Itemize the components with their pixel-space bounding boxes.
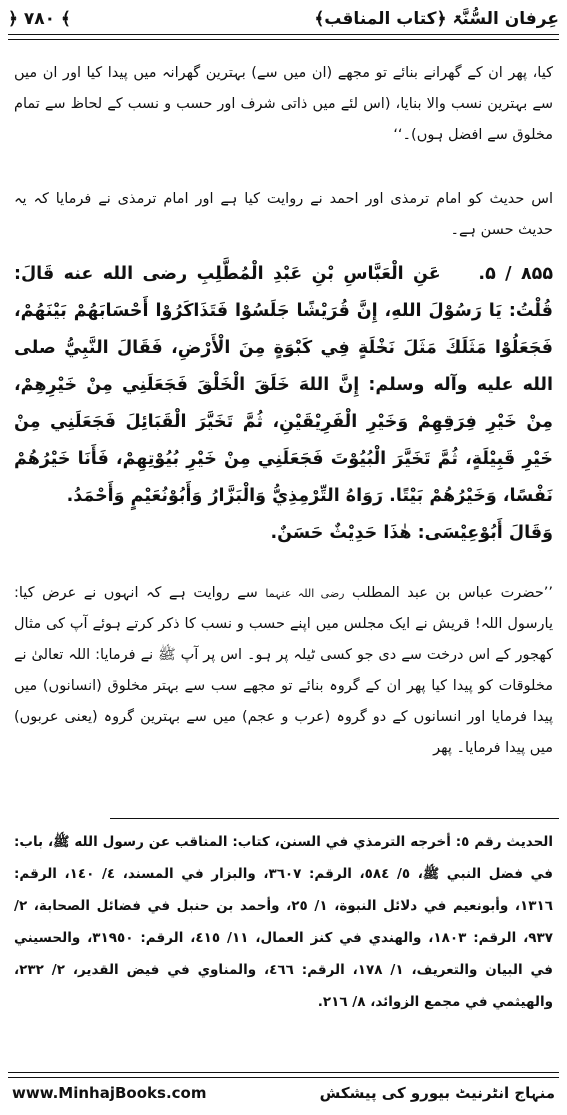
- arabic-hadith-block: [14, 256, 553, 552]
- urdu-translation-paragraph: [14, 578, 553, 764]
- urdu-continuation: کیا، پھر ان کے گھرانے بنائے تو مجھے (ان میں سے) بہترین گھرانہ میں پیدا کیا اور ان میں سے بہترین نسب والا بنایا، (اس لئے میں ذاتی شرف اور حسب و نسب کے لحاظ سے تمام مخلوق سے افضل ہوں)۔‘‘: [14, 65, 553, 143]
- footnote-rule: [110, 818, 559, 819]
- honorific: رضی اللہ عنہما: [265, 587, 345, 600]
- footer-rule: [8, 1072, 559, 1078]
- arabic-hadith-paragraph: [14, 256, 553, 515]
- footnote: الحديث رقم ٥: أخرجه الترمذي في السنن، كتاب: المناقب عن رسول الله ﷺ، باب: في فضل النبي ﷺ، ٥/ ٥٨٤، الرقم: ٣٦٠٧، والبزار في المسند، ٤/ ١٤٠، الرقم: ١٣١٦، وأبونعيم في دلائل النبوة، ١/ ٢٥، وأحمد بن حنبل في فضائل الصحابة، ٢/ ٩٣٧، الرقم: ١٨٠٣، والهندي في كنز العمال، ١١/ ٤١٥، الرقم: ٣١٩٥٠، والحسيني في البيان والتعريف، ١/ ١٧٨، الرقم: ٤٦٦، والمناوي في فيض القدير، ٢/ ٢٣٢، والهيثمي في مجمع الزوائد، ٨/ ٢١٦.: [14, 834, 554, 1010]
- urdu-grading-block: [14, 184, 553, 246]
- arabic-hadith-text: عَنِ الْعَبَّاسِ بْنِ عَبْدِ الْمُطَّلِبِ رضی الله عنه قَالَ: قُلْتُ: يَا رَسُوْلَ اللهِ، إِنَّ قُرَيْشًا جَلَسُوْا فَتَذَاكَرُوْا أَحْسَابَهُمْ بَيْنَهُمْ، فَجَعَلُوْا مَثَلَكَ مَثَلَ نَخْلَةٍ فِي كَبْوَةٍ مِنَ الْأَرْضِ، فَقَالَ النَّبِيُّ صلى الله عليه وآله وسلم: إِنَّ اللهَ خَلَقَ الْخَلْقَ فَجَعَلَنِي مِنْ خَيْرِهِمْ، مِنْ خَيْرِ فِرَقِهِمْ وَخَيْرِ الْفَرِيْقَيْنِ، ثُمَّ تَخَيَّرَ الْقَبَائِلَ فَجَعَلَنِي مِنْ خَيْرِ قَبِيْلَةٍ، ثُمَّ تَخَيَّرَ الْبُيُوْتَ فَجَعَلَنِي مِنْ خَيْرِ بُيُوْتِهِمْ، فَأَنَا خَيْرُهُمْ نَفْسًا، وَخَيْرُهُمْ بَيْتًا. رَوَاهُ التِّرْمِذِيُّ وَالْبَزَّارُ وَأَبُوْنُعَيْمٍ وَأَحْمَدُ.: [14, 264, 553, 506]
- urdu-grading: اس حدیث کو امام ترمذی اور احمد نے روایت کیا ہے اور امام ترمذی نے فرمایا کہ یہ حدیث حسن ہے۔: [14, 191, 553, 238]
- page-number: ﴿ ۷۸۰ ﴾: [8, 9, 71, 29]
- website-link[interactable]: www.MinhajBooks.com: [12, 1084, 207, 1102]
- header-rule: [8, 34, 559, 40]
- urdu-translation-block: [14, 578, 553, 764]
- urdu-translation-opening: ’’حضرت عباس بن عبد المطلب: [351, 585, 554, 601]
- urdu-translation-text: سے روایت ہے کہ انہوں نے عرض کیا: یارسول اللہ! قریش نے ایک مجلس میں اپنے حسب و نسب کا ذکر کرتے ہوئے آپ کی مثال کھجور کے اس درخت سے دی جو کسی ٹیلہ پر ہو۔ اس پر آپ ﷺ نے فرمایا: اللہ تعالیٰ نے مخلوقات کو پیدا کیا پھر ان کے گروہ بنائے تو مجھے سب سے بہتر مخلوق (انسانوں) میں پیدا فرمایا اور انسانوں کے دو گروہ (عرب و عجم) میں سے بہترین گروہ (یعنی عربوں) میں پیدا فرمایا۔ پھر: [14, 585, 553, 756]
- arabic-grading: وَقَالَ أَبُوْعِيْسَى: هٰذَا حَدِيْثٌ حَسَنٌ.: [270, 523, 553, 543]
- page-footer: [8, 1080, 559, 1108]
- urdu-continuation-block: [14, 58, 553, 151]
- running-title: عِرفان السُّنَّۃ ﴿کتاب المناقب﴾: [314, 9, 559, 29]
- hadith-number: ۸۵۵ / ۵.: [478, 264, 554, 284]
- presented-by: منہاج انٹرنیٹ بیورو کی پیشکش: [319, 1084, 555, 1102]
- page-header: [8, 6, 559, 32]
